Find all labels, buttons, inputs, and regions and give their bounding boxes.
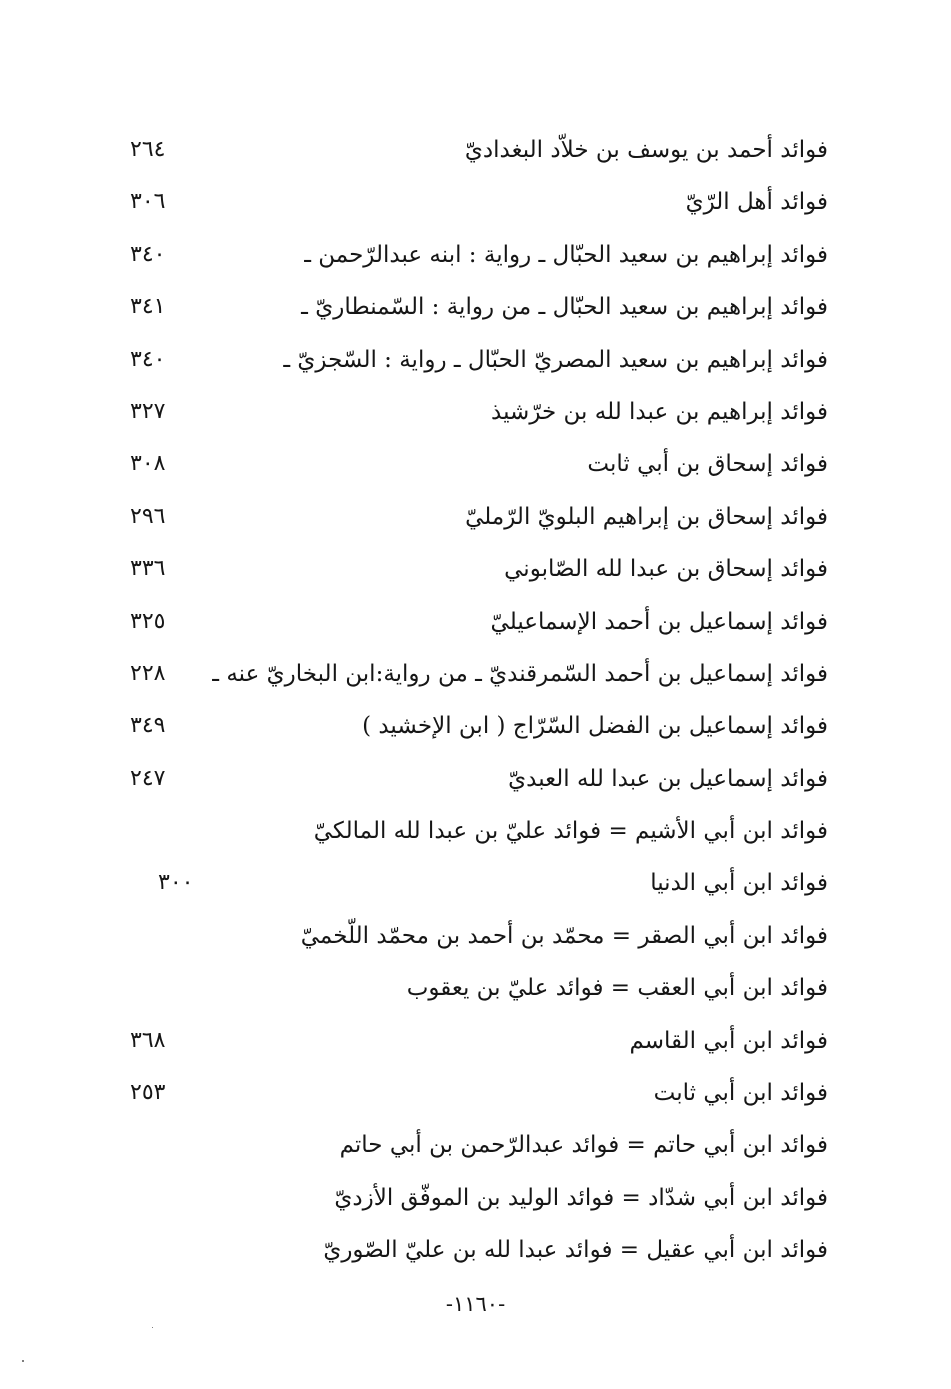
- entry-title: فوائد أهل الرّيّ: [685, 189, 828, 216]
- entry-title: فوائد إبراهيم بن عبدا لله بن خرّشيذ: [491, 398, 828, 425]
- index-entry: [110, 336, 828, 388]
- index-entry: [110, 283, 828, 335]
- entry-page-number: ٣٠٦: [130, 189, 166, 215]
- entry-page-number: ٣٤١: [130, 294, 166, 320]
- entry-page-number: ٢٩٦: [130, 503, 166, 529]
- index-entry: [110, 1174, 828, 1226]
- entry-page-number: ٢٦٤: [130, 137, 166, 162]
- entry-title: فوائد ابن أبي الصقر = محمّد بن أحمد بن محمّد اللّخميّ: [300, 922, 828, 949]
- index-entry: [110, 388, 828, 440]
- index-entry: [110, 440, 828, 492]
- index-entry: [110, 598, 828, 650]
- entry-page-number: ٣٤٠: [130, 346, 166, 372]
- entry-title: فوائد إسماعيل بن عبدا لله العبديّ: [508, 765, 828, 792]
- index-entry: [110, 650, 828, 702]
- entry-title: فوائد ابن أبي الدنيا: [650, 870, 828, 897]
- entry-page-number: ٢٤٧: [130, 765, 166, 791]
- scan-speck: [22, 1360, 24, 1362]
- entry-page-number: ٢٥٣: [130, 1080, 166, 1106]
- entry-title: فوائد أحمد بن يوسف بن خلاّد البغداديّ: [464, 137, 828, 163]
- entry-title: فوائد إسحاق بن إبراهيم البلويّ الرّمليّ: [465, 503, 828, 530]
- entry-page-number: ٣٤٠: [130, 241, 166, 267]
- index-entry: [110, 231, 828, 283]
- entry-title: فوائد ابن أبي ثابت: [653, 1080, 828, 1107]
- index-entry: [110, 702, 828, 754]
- entry-page-number: ٣٦٨: [130, 1027, 166, 1053]
- entry-title: فوائد إسحاق بن عبدا لله الصّابوني: [504, 556, 828, 583]
- scan-speck: [152, 1327, 153, 1328]
- index-entry: [110, 493, 828, 545]
- entry-title: فوائد إسحاق بن أبي ثابت: [587, 451, 828, 478]
- index-entry: [110, 545, 828, 597]
- index-entry: [110, 807, 828, 859]
- index-entry: [110, 964, 828, 1016]
- index-entry: [110, 859, 828, 911]
- index-entry: [110, 1069, 828, 1121]
- index-entry: [110, 1226, 828, 1278]
- page-folio: -١١٦٠-: [445, 1292, 506, 1316]
- entry-title: فوائد ابن أبي الأشيم = فوائد عليّ بن عبدا لله المالكيّ: [313, 818, 828, 845]
- entry-title: فوائد إسماعيل بن الفضل السّرّاج ( ابن الإخشيد ): [362, 713, 828, 740]
- index-entry: [110, 755, 828, 807]
- entry-page-number: ٣٣٦: [130, 556, 166, 582]
- entry-page-number: ٣٢٥: [130, 608, 166, 634]
- entry-title: فوائد إبراهيم بن سعيد الحبّال ـ من رواية : السّمنطاريّ ـ: [301, 294, 828, 321]
- index-entry: [110, 912, 828, 964]
- entry-page-number: ٣٤٩: [130, 713, 166, 739]
- entry-title: فوائد إسماعيل بن أحمد الإسماعيليّ: [490, 608, 828, 635]
- entry-title: فوائد ابن أبي عقيل = فوائد عبدا لله بن عليّ الصّوريّ: [323, 1237, 828, 1264]
- index-entry: [110, 1121, 828, 1173]
- entry-title: فوائد إبراهيم بن سعيد الحبّال ـ رواية : ابنه عبدالرّحمن ـ: [304, 241, 828, 268]
- entry-title: فوائد ابن أبي العقب = فوائد عليّ بن يعقوب: [406, 975, 828, 1002]
- index-list: [110, 126, 828, 1279]
- index-entry: [110, 126, 828, 178]
- entry-title: فوائد إبراهيم بن سعيد المصريّ الحبّال ـ رواية : السّجزيّ ـ: [283, 346, 828, 373]
- entry-page-number: ٢٢٨: [130, 660, 166, 686]
- entry-title: فوائد ابن أبي القاسم: [629, 1027, 828, 1054]
- index-entry: [110, 178, 828, 230]
- entry-page-number: ٣٢٧: [130, 398, 166, 424]
- index-entry: [110, 1017, 828, 1069]
- entry-title: فوائد ابن أبي شدّاد = فوائد الوليد بن الموفّق الأزديّ: [334, 1184, 828, 1211]
- entry-title: فوائد إسماعيل بن أحمد السّمرقنديّ ـ من رواية:ابن البخاريّ عنه ـ: [212, 660, 828, 687]
- entry-title: فوائد ابن أبي حاتم = فوائد عبدالرّحمن بن أبي حاتم: [339, 1132, 828, 1159]
- entry-page-number: ٣٠٨: [130, 451, 166, 477]
- entry-page-number: ٣٠٠: [158, 870, 194, 896]
